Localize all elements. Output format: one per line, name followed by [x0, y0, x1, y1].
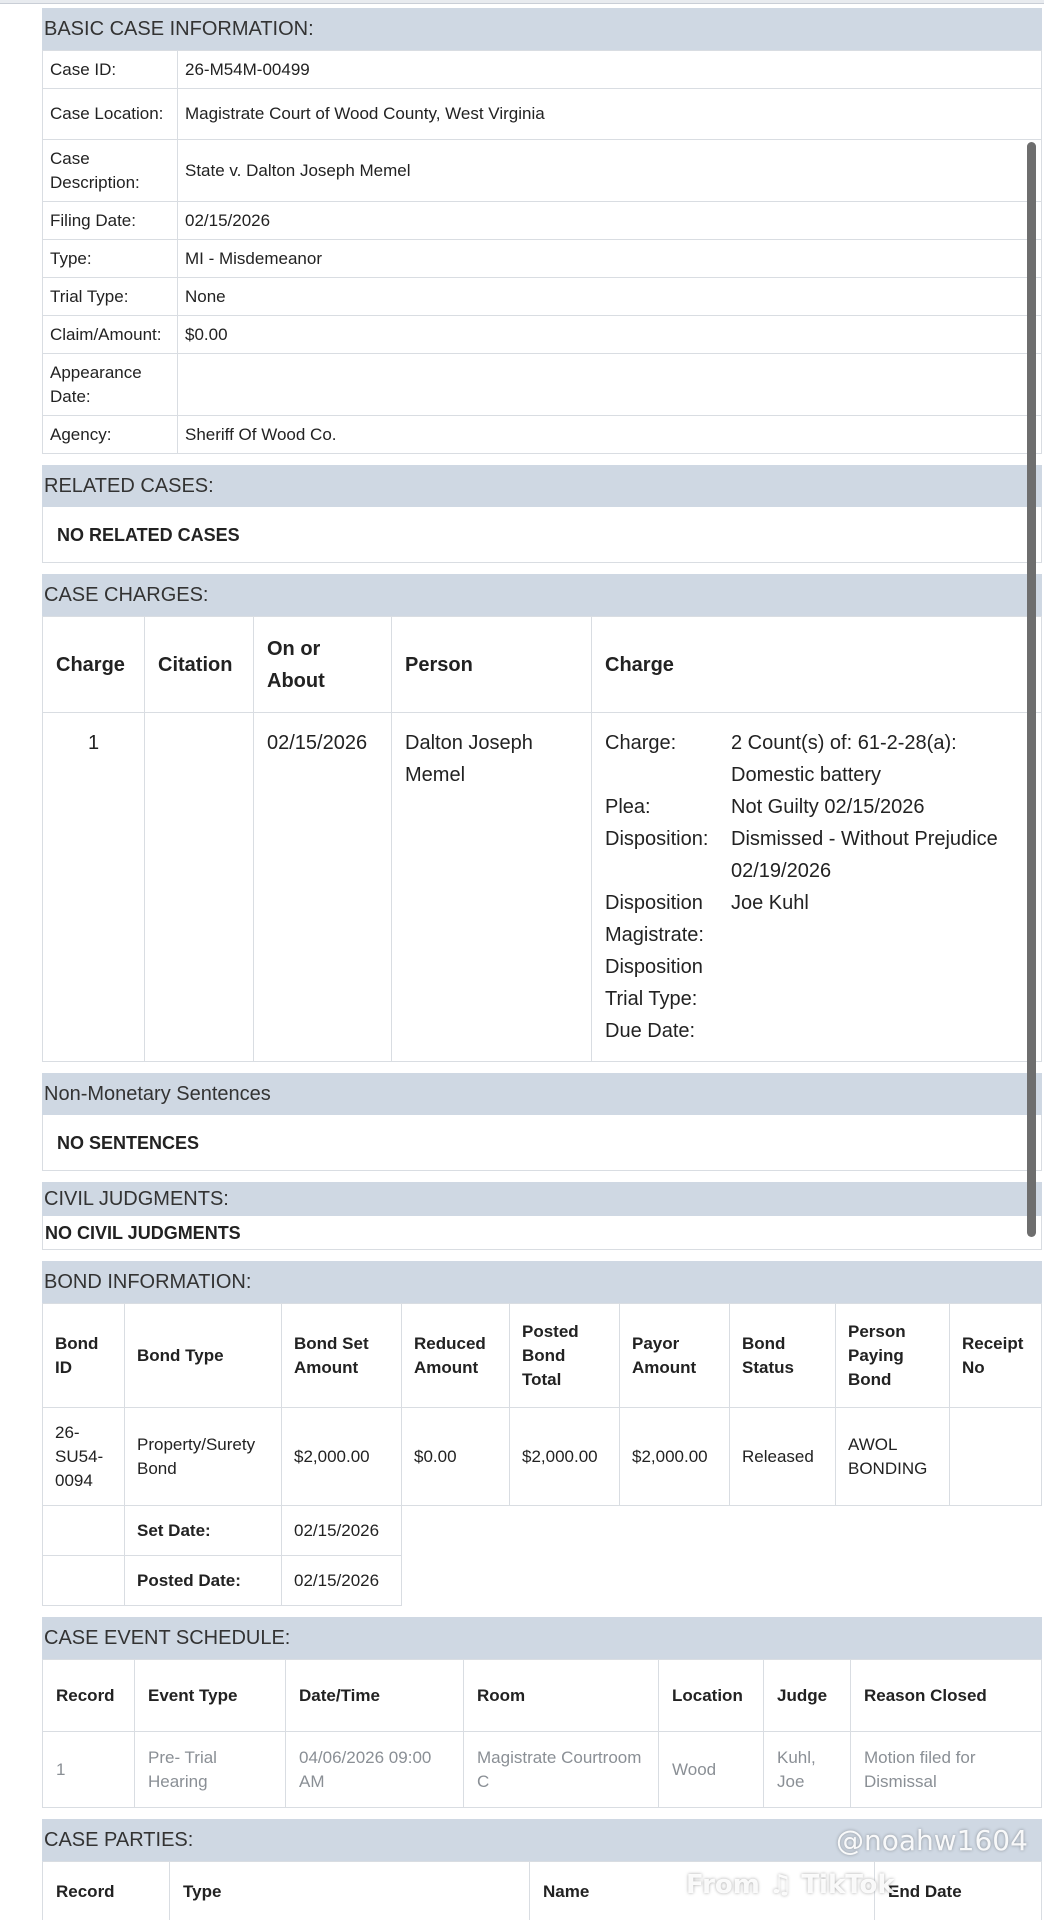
- no-sentences: NO SENTENCES: [42, 1115, 1042, 1171]
- col-bond-type: Bond Type: [125, 1304, 282, 1408]
- info-value: Sheriff Of Wood Co.: [178, 416, 1042, 454]
- col-bond-status: Bond Status: [730, 1304, 836, 1408]
- charge-number: 1: [43, 713, 145, 1062]
- info-value: 26-M54M-00499: [178, 51, 1042, 89]
- col-posted-bond-total: Posted Bond Total: [510, 1304, 620, 1408]
- info-label: Case Location:: [43, 89, 178, 140]
- info-row-type: [43, 240, 1042, 278]
- col-room: Room: [464, 1660, 659, 1732]
- watermark-handle: @noahw1604: [836, 1824, 1028, 1857]
- event-date-time: 04/06/2026 09:00 AM: [286, 1732, 464, 1808]
- col-reason-closed: Reason Closed: [851, 1660, 1042, 1732]
- col-event-type: Event Type: [135, 1660, 286, 1732]
- detail-label: Due Date:: [605, 1020, 696, 1042]
- info-row-appearance-date: [43, 354, 1042, 416]
- charge-citation: [145, 713, 254, 1062]
- bond-set-amount: $2,000.00: [282, 1408, 402, 1506]
- info-value: 02/15/2026: [178, 202, 1042, 240]
- info-row-description: [43, 140, 1042, 202]
- sentences-heading: Non-Monetary Sentences: [42, 1073, 1042, 1115]
- charge-detail-grid: [605, 727, 1041, 1047]
- event-location: Wood: [659, 1732, 764, 1808]
- info-value: MI - Misdemeanor: [178, 240, 1042, 278]
- detail-value: Joe Kuhl: [731, 892, 809, 914]
- posted-date-label: Posted Date:: [125, 1556, 282, 1606]
- detail-value: 2 Count(s) of: 61-2-28(a): Domestic battery: [731, 732, 957, 786]
- col-location: Location: [659, 1660, 764, 1732]
- info-row-filing-date: [43, 202, 1042, 240]
- related-cases-heading: RELATED CASES:: [42, 465, 1042, 507]
- col-on-or-about: On or About: [254, 617, 392, 713]
- watermark-from: From: [686, 1870, 760, 1900]
- bond-payor-amount: $2,000.00: [620, 1408, 730, 1506]
- event-room: Magistrate Courtroom C: [464, 1732, 659, 1808]
- bond-posted-date-row: [43, 1556, 1042, 1606]
- case-page: [42, 8, 1042, 1920]
- col-type: Type: [170, 1862, 530, 1920]
- charge-row: [43, 713, 1042, 1062]
- col-charge-detail: Charge: [592, 617, 1042, 713]
- bond-info-heading: BOND INFORMATION:: [42, 1261, 1042, 1303]
- info-value: $0.00: [178, 316, 1042, 354]
- col-bond-id: Bond ID: [43, 1304, 125, 1408]
- bond-person-paying: AWOL BONDING: [836, 1408, 950, 1506]
- detail-label: Disposition:: [605, 828, 709, 850]
- tiktok-logo-icon: ♫: [768, 1870, 793, 1900]
- set-date-label: Set Date:: [125, 1506, 282, 1556]
- info-label: Filing Date:: [43, 202, 178, 240]
- info-value: State v. Dalton Joseph Memel: [178, 140, 1042, 202]
- event-judge: Kuhl, Joe: [764, 1732, 851, 1808]
- bond-row: [43, 1408, 1042, 1506]
- bond-table: [42, 1303, 1042, 1606]
- info-label: Trial Type:: [43, 278, 178, 316]
- col-judge: Judge: [764, 1660, 851, 1732]
- case-charges-heading: CASE CHARGES:: [42, 574, 1042, 616]
- event-schedule-table: [42, 1659, 1042, 1808]
- bond-status: Released: [730, 1408, 836, 1506]
- info-row-case-id: [43, 51, 1042, 89]
- col-date-time: Date/Time: [286, 1660, 464, 1732]
- info-value: None: [178, 278, 1042, 316]
- event-type: Pre- Trial Hearing: [135, 1732, 286, 1808]
- info-label: Appearance Date:: [43, 354, 178, 416]
- event-record: 1: [43, 1732, 135, 1808]
- col-receipt-no: Receipt No: [950, 1304, 1042, 1408]
- posted-date-value: 02/15/2026: [282, 1556, 402, 1606]
- no-civil-judgments: NO CIVIL JUDGMENTS: [42, 1216, 1042, 1250]
- info-label: Case Description:: [43, 140, 178, 202]
- charges-table: [42, 616, 1042, 1062]
- info-row-trial-type: [43, 278, 1042, 316]
- civil-judgments-heading: CIVIL JUDGMENTS:: [42, 1182, 1042, 1216]
- detail-label: Plea:: [605, 796, 651, 818]
- charge-detail-cell: [592, 713, 1042, 1062]
- info-label: Type:: [43, 240, 178, 278]
- bond-id: 26-SU54-0094: [43, 1408, 125, 1506]
- schedule-row: [43, 1732, 1042, 1808]
- watermark-tiktok: [686, 1870, 895, 1900]
- schedule-header-row: [43, 1660, 1042, 1732]
- detail-value: [731, 951, 1041, 1015]
- set-date-value: 02/15/2026: [282, 1506, 402, 1556]
- info-value: [178, 354, 1042, 416]
- detail-value: Not Guilty 02/15/2026: [731, 796, 925, 818]
- vertical-scrollbar[interactable]: [1027, 142, 1036, 1237]
- bond-set-date-row: [43, 1506, 1042, 1556]
- info-row-claim-amount: [43, 316, 1042, 354]
- col-person: Person: [392, 617, 592, 713]
- info-row-agency: [43, 416, 1042, 454]
- basic-info-heading: BASIC CASE INFORMATION:: [42, 8, 1042, 50]
- col-record: Record: [43, 1660, 135, 1732]
- detail-value: [731, 1015, 1041, 1047]
- detail-label: Charge:: [605, 732, 677, 754]
- watermark-brand: TikTok: [801, 1870, 895, 1900]
- event-schedule-heading: CASE EVENT SCHEDULE:: [42, 1617, 1042, 1659]
- top-edge: [0, 0, 1044, 4]
- col-record: Record: [43, 1862, 170, 1920]
- bond-type: Property/Surety Bond: [125, 1408, 282, 1506]
- info-row-location: [43, 89, 1042, 140]
- detail-label: Disposition Trial Type:: [605, 956, 703, 1010]
- detail-label: Disposition Magistrate:: [605, 892, 704, 946]
- col-end-date: End Date: [875, 1862, 1042, 1920]
- detail-value: Dismissed - Without Prejudice 02/19/2026: [731, 828, 998, 882]
- bond-posted-total: $2,000.00: [510, 1408, 620, 1506]
- col-charge: Charge: [43, 617, 145, 713]
- info-label: Case ID:: [43, 51, 178, 89]
- bond-reduced-amount: $0.00: [402, 1408, 510, 1506]
- bond-header-row: [43, 1304, 1042, 1408]
- info-label: Agency:: [43, 416, 178, 454]
- basic-info-table: [42, 50, 1042, 454]
- col-bond-set-amount: Bond Set Amount: [282, 1304, 402, 1408]
- col-person-paying-bond: Person Paying Bond: [836, 1304, 950, 1408]
- event-reason-closed: Motion filed for Dismissal: [851, 1732, 1042, 1808]
- col-citation: Citation: [145, 617, 254, 713]
- col-payor-amount: Payor Amount: [620, 1304, 730, 1408]
- info-value: Magistrate Court of Wood County, West Virginia: [178, 89, 1042, 140]
- no-related-cases: NO RELATED CASES: [42, 507, 1042, 563]
- col-name: Name: [530, 1862, 875, 1920]
- col-reduced-amount: Reduced Amount: [402, 1304, 510, 1408]
- info-label: Claim/Amount:: [43, 316, 178, 354]
- bond-receipt-no: [950, 1408, 1042, 1506]
- case-parties-heading: CASE PARTIES:: [42, 1819, 1042, 1861]
- charge-date: 02/15/2026: [254, 713, 392, 1062]
- charges-header-row: [43, 617, 1042, 713]
- charge-person: Dalton Joseph Memel: [392, 713, 592, 1062]
